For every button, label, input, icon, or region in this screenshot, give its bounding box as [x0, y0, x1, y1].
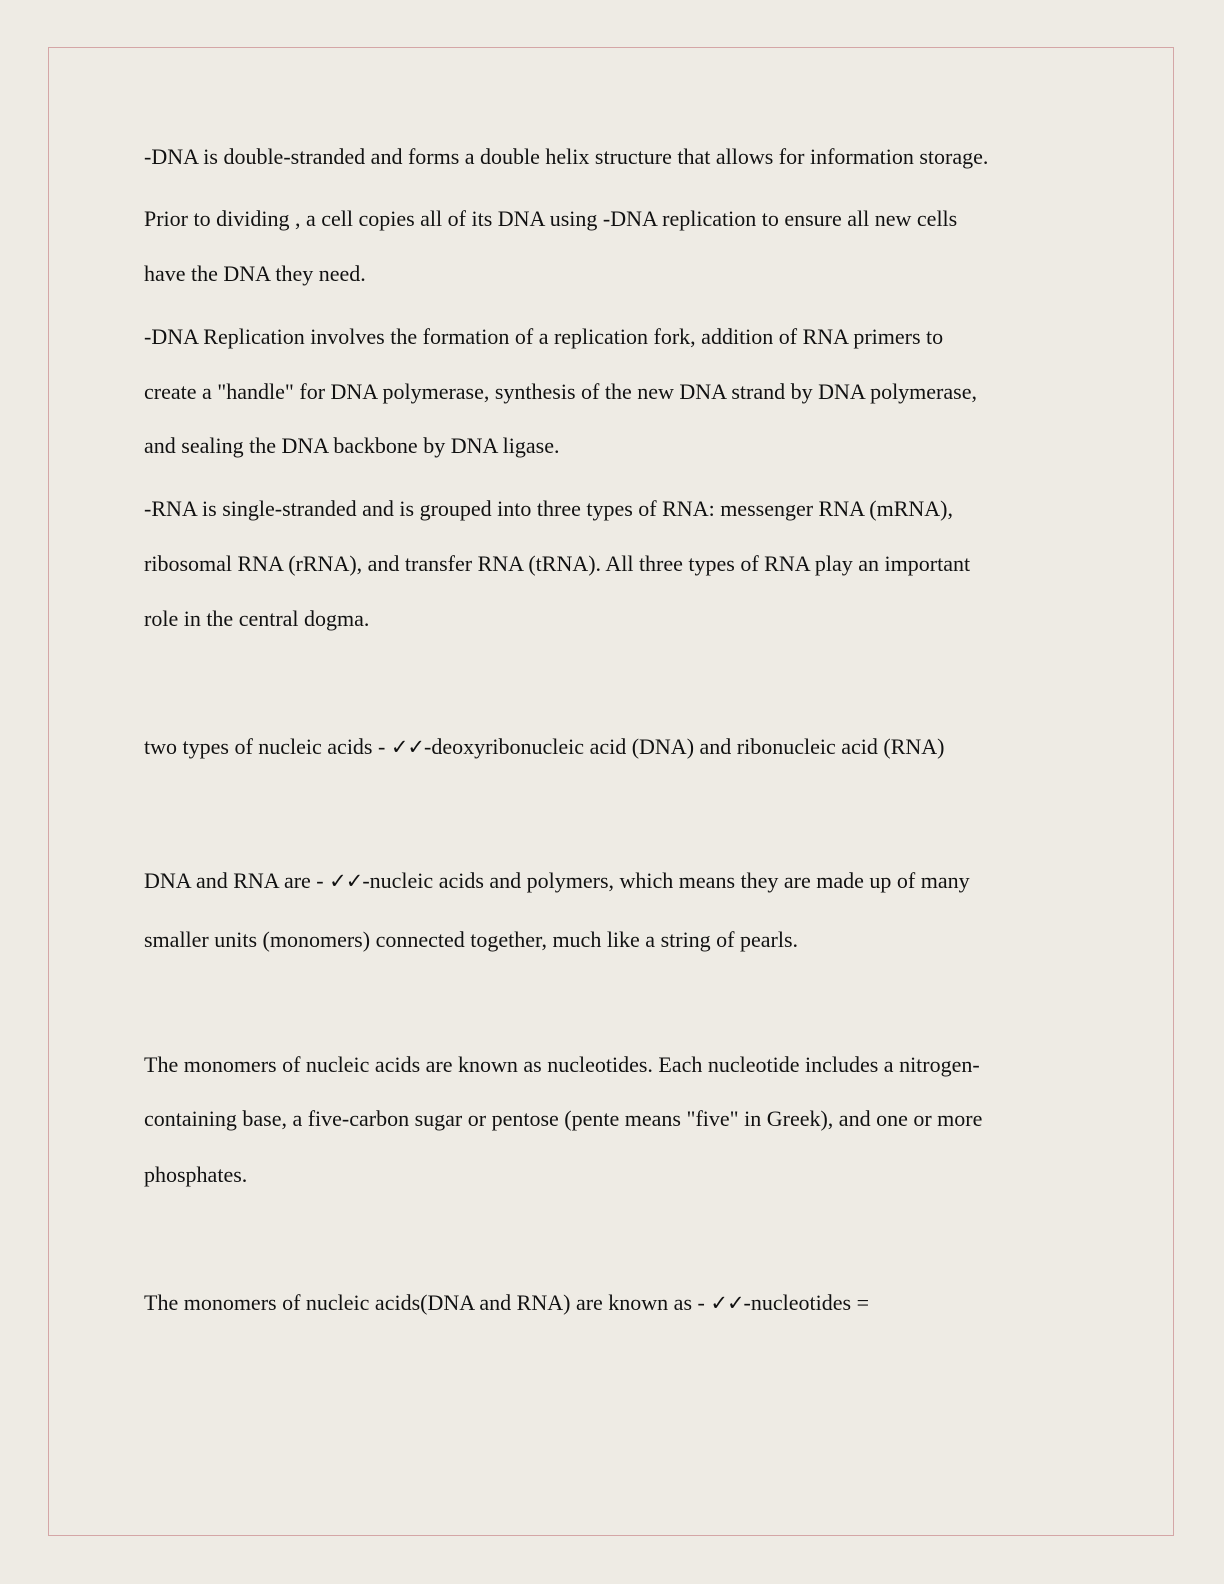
- replication-prior-line-1: Prior to dividing , a cell copies all of its DNA using -DNA replication to ensure all new cells: [144, 206, 958, 231]
- double-check-icon: ✓✓: [329, 869, 363, 893]
- qa-two-types-answer: -deoxyribonucleic acid (DNA) and ribonucleic acid (RNA): [424, 734, 945, 759]
- qa-dna-rna-are-prefix: DNA and RNA are -: [144, 868, 330, 893]
- replication-prior-line-2: have the DNA they need.: [144, 261, 366, 286]
- rna-types-line-1: -RNA is single-stranded and is grouped into three types of RNA: messenger RNA (mRNA),: [144, 496, 953, 521]
- double-check-icon: ✓✓: [710, 1291, 744, 1315]
- qa-monomers-answer: -nucleotides =: [743, 1290, 869, 1315]
- monomers-line-2: containing base, a five-carbon sugar or pentose (pente means "five" in Greek), and one or more: [144, 1106, 983, 1131]
- replication-steps-line-2: create a "handle" for DNA polymerase, synthesis of the new DNA strand by DNA polymerase,: [144, 379, 977, 404]
- dna-structure-line-1: -DNA is double-stranded and forms a double helix structure that allows for information storage.: [144, 144, 989, 169]
- rna-types-line-2: ribosomal RNA (rRNA), and transfer RNA (tRNA). All three types of RNA play an important: [144, 551, 971, 576]
- replication-steps-line-1: -DNA Replication involves the formation of a replication fork, addition of RNA primers to: [144, 324, 944, 349]
- rna-types-line-3: role in the central dogma.: [144, 606, 370, 631]
- qa-dna-rna-are: [144, 868, 970, 894]
- monomers-line-3: phosphates.: [144, 1162, 248, 1187]
- replication-steps-line-3: and sealing the DNA backbone by DNA ligase.: [144, 433, 560, 458]
- qa-two-types-prefix: two types of nucleic acids -: [144, 734, 391, 759]
- qa-dna-rna-are-answer: -nucleic acids and polymers, which means they are made up of many: [362, 868, 970, 893]
- qa-two-types: [144, 734, 945, 760]
- monomers-line-1: The monomers of nucleic acids are known as nucleotides. Each nucleotide includes a nitrogen-: [144, 1052, 980, 1077]
- qa-dna-rna-are-line-2: smaller units (monomers) connected together, much like a string of pearls.: [144, 927, 799, 952]
- qa-monomers: [144, 1290, 869, 1316]
- qa-monomers-prefix: The monomers of nucleic acids(DNA and RNA) are known as -: [144, 1290, 711, 1315]
- double-check-icon: ✓✓: [390, 735, 425, 759]
